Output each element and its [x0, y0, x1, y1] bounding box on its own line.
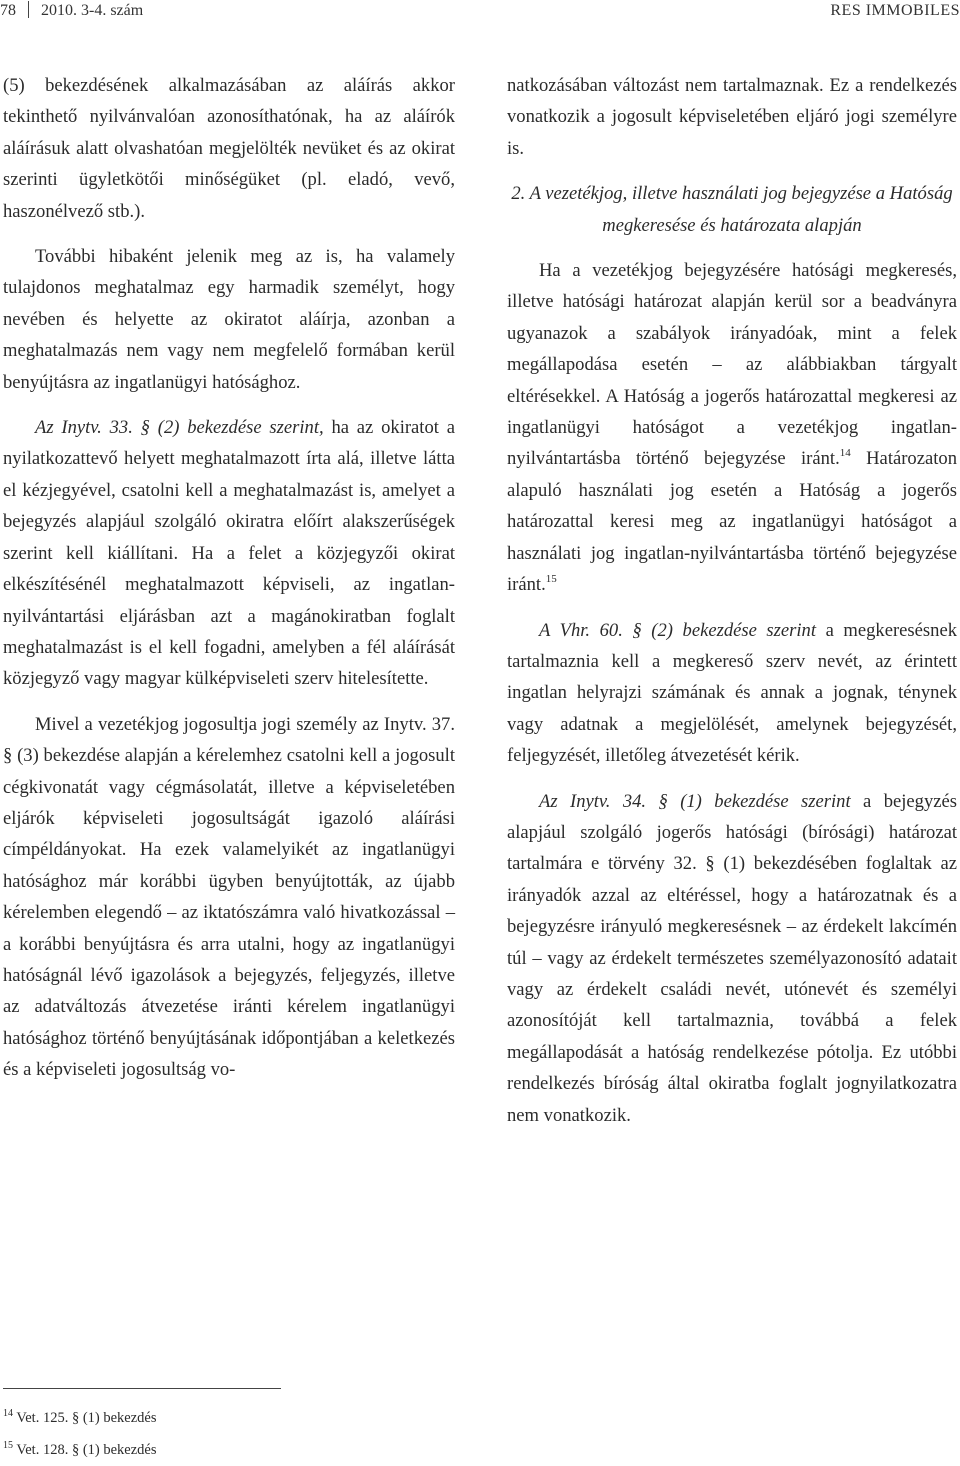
footnote-text: Vet. 128. § (1) bekezdés [16, 1442, 157, 1458]
right-paragraph-3 [507, 615, 957, 772]
footnote-14 [3, 1408, 157, 1428]
left-paragraph-2: További hibaként jelenik meg az is, ha valamely tulajdonos meghatalmaz egy harmadik személyt, hogy nevében és helyette az okiratot aláírja, azonban a meghatalmazás nem vagy nem megfelelő formában kerül benyújtásra az ingatlanügyi hatósághoz. [3, 246, 455, 393]
running-header-left [0, 0, 143, 22]
header-divider [28, 1, 29, 18]
left-column [3, 70, 455, 1086]
right-paragraph-4-text: a bejegyzés alapjául szolgáló jogerős hatósági (bírósági) határozat tartalmára e törvény 32. § (1) bekezdésében foglaltak az irányadók azzal az eltéréssel, hogy a határozatnak és a bejegyzésre irányuló megkeresésnek – az érdekelt lakcímén túl – vagy az érdekelt természetes személyazonosító adatait vagy az érdekelt családi nevét, utónevét és személyi azonosítóját kell tartalmaznia, továbbá a felek megállapodását a hatóság rendelkezése pótolja. Ez utóbbi rendelkezés bíróság által okiratba foglalt jognyilatkozatra nem vonatkozik. [507, 790, 957, 1126]
page-number: 78 [0, 2, 16, 19]
statute-citation: Az Inytv. 33. § (2) bekezdése szerint, [35, 417, 324, 439]
journal-title: RES IMMOBILES [830, 2, 960, 19]
right-paragraph-3-text: a megkeresésnek tartalmaznia kell a megkereső szerv nevét, az érintett ingatlan helyrajzi számának és annak a jognak, ténynek vagy adatnak a megjelölését, amelynek bejegyzését, feljegyzését, illetőleg átvezetését kérik. [507, 619, 957, 767]
left-paragraph-3-text: ha az okiratot a nyilatkozattevő helyett meghatalmazott írta alá, illetve látta el kézjegyével, csatolni kell a meghatalmazást is, amelyet a bejegyzés alapjául szolgáló okiratra előírt alakszerűségek szerint kell kiállítani. Ha a felet a közjegyzői okirat elkészítésénél meghatalmazott képviseli, az ingatlan-nyilvántartási eljárásban azt a magánokiratban foglalt meghatalmazást is el kell fogadni, amelyben a fél aláírását közjegyző vagy magyar külképviseleti szerv hitelesítette. [3, 417, 455, 690]
left-paragraph-4: Mivel a vezetékjog jogosultja jogi személy az Inytv. 37. § (3) bekezdése alapján a kérelemhez csatolni kell a jogosult cégkivonatát vagy cégmásolatát, illetve a képviseletében eljárók képviseleti jogosultságát igazoló aláírási címpéldányokat. Ha ezek valamelyikét az ingatlanügyi hatósághoz már korábbi ügyben benyújtották, az újabb kérelemben elegendő – az iktatószámra való hivatkozással – a korábbi benyújtásra és arra utalni, hogy az ingatlanügyi hatóságnál lévő igazolások a bejegyzés, feljegyzés, illetve az adatváltozás átvezetése iránti kérelem ingatlanügyi hatósághoz történő benyújtásának időpontjában a keletkezés és a képviseleti jogosultság vo- [3, 713, 455, 1081]
right-paragraph-1: natkozásában változást nem tartalmaznak. Ez a rendelkezés vonatkozik a jogosult képviseletében eljáró jogi személyre is. [507, 75, 957, 159]
left-paragraph-1: (5) bekezdésének alkalmazásában az aláírás akkor tekinthető nyilvánvalóan azonosíthatónak, ha az aláírók aláírásuk alatt olvashatóan megjelölték nevüket és az okirat szerinti ügyletkötői minőségüket (pl. eladó, vevő, haszonélvező stb.). [3, 75, 455, 222]
issue-label: 2010. 3-4. szám [41, 2, 144, 19]
right-paragraph-2-text-a: Ha a vezetékjog bejegyzésére hatósági megkeresés, illetve hatósági határozat alapján kerül sor a beadványra ugyanazok a szabályok irányadóak, mint a felek megállapodása esetén – az alábbiakban tárgyalt eltérésekkel. A Hatóság a jogerős határozattal megkeresi az ingatlanügyi hatóságot a vezetékjog ingatlan-nyilvántartásba történő bejegyzése iránt. [507, 260, 957, 470]
right-paragraph-2 [507, 255, 957, 600]
footnote-ref-15[interactable]: 15 [545, 573, 557, 586]
left-paragraph-3 [3, 412, 455, 695]
footnote-text: Vet. 125. § (1) bekezdés [16, 1410, 157, 1426]
section-heading: 2. A vezetékjog, illetve használati jog bejegyzése a Hatóság megkeresése és határozata alapján [511, 183, 953, 236]
right-paragraph-4 [507, 786, 957, 1131]
statute-citation: A Vhr. 60. § (2) bekezdése szerint [539, 619, 817, 641]
footnote-divider [3, 1388, 281, 1389]
footnote-15 [3, 1440, 157, 1460]
right-column [507, 70, 957, 1131]
right-paragraph-2-text-b: Határozaton alapuló használati jog esetén a Hatóság a jogerős határozattal keresi meg az ingatlanügyi hatóságot a használati jog ingatlan-nyilvántartásba történő bejegyzése iránt. [507, 448, 957, 596]
footnote-ref-14[interactable]: 14 [839, 447, 851, 460]
footnote-number: 15 [3, 1440, 13, 1451]
statute-citation: Az Inytv. 34. § (1) bekezdése szerint [539, 790, 851, 812]
footnote-number: 14 [3, 1408, 13, 1419]
